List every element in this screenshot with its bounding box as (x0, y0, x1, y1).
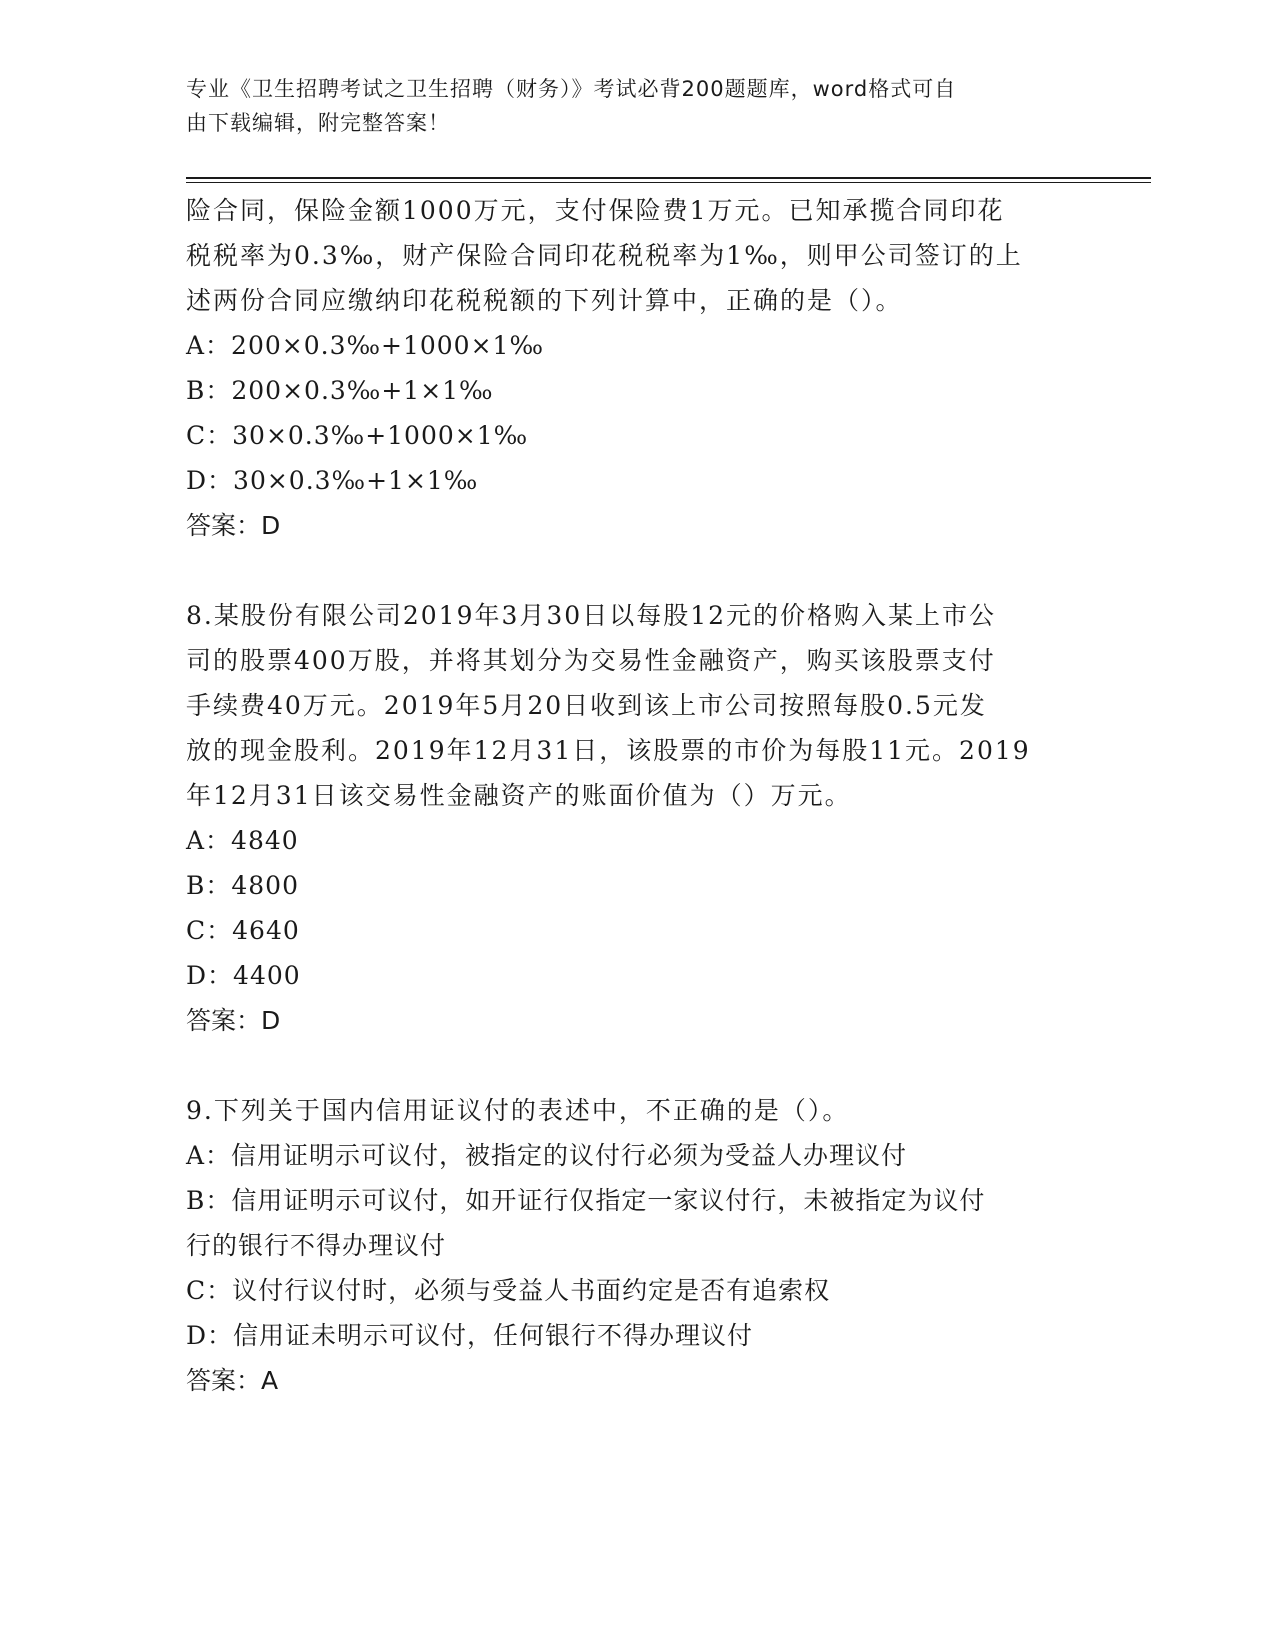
option-a: A：200×0.3‰+1000×1‰ (186, 331, 544, 360)
question-7 (186, 188, 1086, 548)
option-a: A：信用证明示可议付，被指定的议付行必须为受益人办理议付 (186, 1141, 908, 1170)
option-d: D：4400 (186, 961, 301, 990)
option-b: B：信用证明示可议付，如开证行仅指定一家议付行，未被指定为议付 (186, 1186, 986, 1215)
question-9 (186, 1088, 1086, 1403)
question-text-line: 9.下列关于国内信用证议付的表述中，不正确的是（）。 (186, 1096, 850, 1125)
option-b-continued: 行的银行不得办理议付 (186, 1231, 447, 1260)
answer: 答案：A (186, 1366, 279, 1395)
question-text-line: 司的股票400万股，并将其划分为交易性金融资产，购买该股票支付 (186, 646, 996, 675)
question-text-line: 手续费40万元。2019年5月20日收到该上市公司按照每股0.5元发 (186, 691, 987, 720)
header-line-1: 专业《卫生招聘考试之卫生招聘（财务）》考试必背200题题库，word格式可自 (186, 77, 957, 101)
header-divider-thin (186, 182, 1151, 183)
question-text-line: 险合同，保险金额1000万元，支付保险费1万元。已知承揽合同印花 (186, 196, 1005, 225)
option-b: B：200×0.3‰+1×1‰ (186, 376, 494, 405)
spacer (186, 548, 1086, 593)
question-text-line: 年12月31日该交易性金融资产的账面价值为（）万元。 (186, 781, 852, 810)
option-c: C：30×0.3‰+1000×1‰ (186, 421, 529, 450)
option-d: D：信用证未明示可议付，任何银行不得办理议付 (186, 1321, 754, 1350)
header-divider (186, 177, 1151, 179)
header-line-2: 由下载编辑，附完整答案！ (186, 111, 450, 135)
option-d: D：30×0.3‰+1×1‰ (186, 466, 479, 495)
question-8 (186, 593, 1086, 1043)
spacer (186, 1043, 1086, 1088)
question-text-line: 述两份合同应缴纳印花税税额的下列计算中，正确的是（）。 (186, 286, 903, 315)
question-text-line: 8.某股份有限公司2019年3月30日以每股12元的价格购入某上市公 (186, 601, 997, 630)
option-c: C：议付行议付时，必须与受益人书面约定是否有追索权 (186, 1276, 831, 1305)
option-b: B：4800 (186, 871, 299, 900)
question-text-line: 税税率为0.3‰，财产保险合同印花税税率为1‰，则甲公司签订的上 (186, 241, 1023, 270)
document-header (186, 72, 1066, 140)
option-c: C：4640 (186, 916, 300, 945)
answer: 答案：D (186, 511, 281, 540)
document-body (186, 188, 1086, 1403)
question-text-line: 放的现金股利。2019年12月31日，该股票的市价为每股11元。2019 (186, 736, 1031, 765)
answer: 答案：D (186, 1006, 281, 1035)
option-a: A：4840 (186, 826, 299, 855)
